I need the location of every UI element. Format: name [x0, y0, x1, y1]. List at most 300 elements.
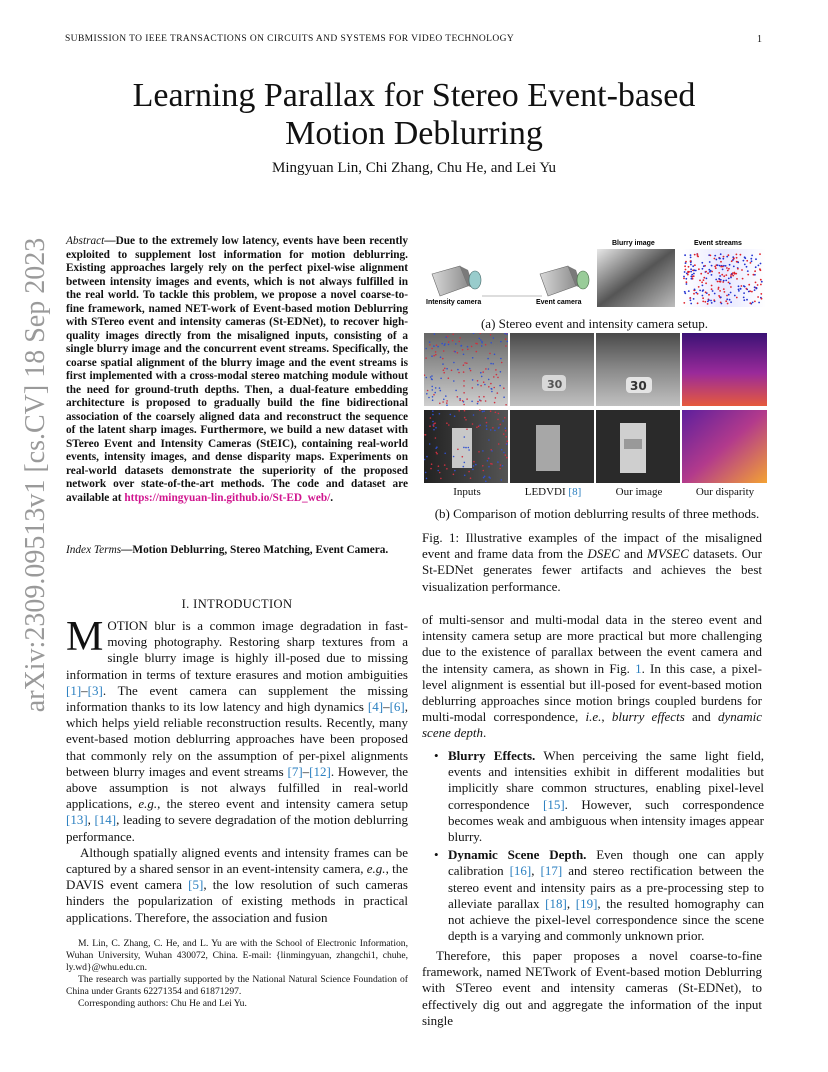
event-dot: [690, 257, 692, 259]
event-dot: [430, 468, 432, 470]
event-dot: [433, 394, 435, 396]
text: .: [483, 725, 487, 741]
event-dot: [465, 419, 467, 421]
event-dot: [732, 259, 734, 261]
figure-ref[interactable]: 1: [635, 660, 642, 676]
disparity-frame-2: [682, 410, 767, 483]
event-dot: [737, 268, 739, 270]
event-dot: [462, 400, 464, 402]
text: dynamic scene depth: [422, 709, 762, 741]
event-dot: [694, 289, 696, 291]
event-dot: [472, 423, 474, 425]
event-dot: [446, 400, 448, 402]
event-dot: [446, 402, 448, 404]
event-dot: [463, 404, 465, 406]
index-terms: [66, 544, 408, 558]
event-dot: [728, 278, 730, 280]
event-dot: [465, 447, 467, 449]
event-dot: [711, 285, 713, 287]
event-dot: [756, 288, 758, 290]
label-intensity-camera: Intensity camera: [426, 299, 482, 306]
event-dot: [446, 368, 448, 370]
citation[interactable]: [8]: [568, 486, 582, 498]
event-dot: [494, 430, 496, 432]
event-dot: [694, 264, 696, 266]
event-dot: [498, 443, 500, 445]
code-link[interactable]: https://mingyuan-lin.github.io/St-ED_web/: [124, 491, 331, 504]
event-dot: [752, 302, 754, 304]
citation[interactable]: [4]: [367, 699, 384, 715]
event-dot: [448, 341, 450, 343]
event-dot: [719, 265, 721, 267]
event-dot: [685, 269, 687, 271]
event-dot: [429, 443, 431, 445]
text: blurry effects: [611, 709, 685, 725]
event-dot: [455, 390, 457, 392]
event-dot: [697, 302, 699, 304]
event-dot: [477, 403, 479, 405]
event-dot: [500, 464, 502, 466]
event-dot: [505, 454, 507, 456]
event-dot: [717, 281, 719, 283]
event-dot: [703, 277, 705, 279]
event-dot: [726, 267, 728, 269]
event-dot: [497, 419, 499, 421]
event-dot: [694, 254, 696, 256]
event-dot: [444, 453, 446, 455]
event-dot: [452, 334, 454, 336]
event-dot: [729, 283, 731, 285]
event-dot: [690, 303, 692, 305]
event-dot: [432, 410, 434, 412]
event-dot: [725, 265, 727, 267]
event-dot: [726, 298, 728, 300]
event-dot: [702, 285, 704, 287]
event-dot: [748, 291, 750, 293]
citation[interactable]: [14]: [94, 812, 117, 828]
event-dot: [743, 297, 745, 299]
citation[interactable]: [17]: [540, 863, 563, 879]
text: ,: [87, 812, 95, 828]
label-our-image: Our image: [615, 486, 663, 498]
label-inputs: Inputs: [453, 486, 481, 498]
event-dot: [479, 424, 481, 426]
citation[interactable]: [15]: [543, 796, 565, 812]
event-dot: [488, 466, 490, 468]
event-dot: [684, 265, 686, 267]
event-dot: [723, 280, 725, 282]
event-dot: [714, 293, 716, 295]
event-dot: [693, 298, 695, 300]
text: –: [81, 682, 88, 698]
event-dot: [455, 343, 457, 345]
event-dot: [439, 472, 441, 474]
event-dot: [505, 404, 507, 406]
text: –: [383, 699, 390, 715]
event-dot: [750, 262, 752, 264]
event-dot: [761, 281, 763, 283]
event-dot: [702, 297, 704, 299]
index-terms-label: Index Terms: [66, 544, 122, 556]
event-dot: [495, 412, 497, 414]
event-dot: [688, 290, 690, 292]
intro-paragraph-2: [66, 845, 408, 926]
ledvdi-frame-1: [510, 333, 594, 406]
event-dot: [481, 341, 483, 343]
event-dot: [480, 400, 482, 402]
event-dot: [466, 428, 468, 430]
event-dot: [488, 386, 490, 388]
event-dot: [433, 345, 435, 347]
event-dot: [444, 368, 446, 370]
event-dot: [490, 342, 492, 344]
citation[interactable]: [3]: [87, 682, 103, 698]
event-dot: [754, 270, 756, 272]
event-dot: [732, 256, 734, 258]
event-dot: [701, 281, 703, 283]
event-dot: [725, 300, 727, 302]
event-dot: [711, 288, 713, 290]
event-dot: [492, 363, 494, 365]
event-dot: [499, 385, 501, 387]
intro-paragraph-3: Therefore, this paper proposes a novel coarse-to-fine framework, named NETwork of Event-based motion Deblurring with STereo event and intensity cameras (St-EDNet), to effectively dig out and aggregate the information of the input single: [422, 948, 762, 1028]
label-ledvdi-text: LEDVDI: [524, 486, 569, 498]
event-dot: [457, 369, 459, 371]
event-dot: [426, 456, 428, 458]
event-dot: [435, 351, 437, 353]
event-dot: [471, 401, 473, 403]
disparity-frame-1: [682, 333, 767, 406]
event-dot: [500, 424, 502, 426]
label-ledvdi: [510, 486, 596, 498]
event-dot: [444, 343, 446, 345]
event-dot: [473, 414, 475, 416]
event-dot: [761, 298, 763, 300]
event-dot: [454, 470, 456, 472]
abstract-end: .: [330, 491, 334, 504]
event-dot: [503, 452, 505, 454]
citation[interactable]: [5]: [188, 877, 204, 893]
event-dot: [485, 417, 487, 419]
event-dot: [730, 286, 732, 288]
event-dot: [714, 266, 716, 268]
event-dot: [717, 264, 719, 266]
event-dot: [487, 358, 489, 360]
sign-sharp: 30: [630, 379, 647, 393]
event-dot: [453, 380, 455, 382]
event-dot: [443, 350, 445, 352]
event-dot: [446, 404, 448, 406]
event-dot: [697, 255, 699, 257]
event-dot: [426, 377, 428, 379]
event-dot: [482, 465, 484, 467]
event-dot: [501, 449, 503, 451]
citation[interactable]: [13]: [66, 812, 88, 828]
event-dot: [738, 289, 740, 291]
event-dot: [448, 424, 450, 426]
event-dot: [463, 466, 465, 468]
event-dot: [458, 372, 460, 374]
text: , the resulted homography can not achieve the pixel-level correspondence since the scene depth is a varying and commonly unknown prior.: [448, 895, 764, 944]
event-dot: [699, 290, 701, 292]
our-image-frame-2: [596, 410, 680, 483]
event-dot: [723, 288, 725, 290]
citation[interactable]: [19]: [575, 895, 598, 911]
event-dot: [757, 296, 759, 298]
event-dot: [685, 262, 687, 264]
event-dot: [480, 372, 482, 374]
event-dot: [705, 291, 707, 293]
event-dot: [437, 346, 439, 348]
event-dot: [447, 336, 449, 338]
event-dot: [736, 278, 738, 280]
event-dot: [442, 363, 444, 365]
event-dot: [686, 273, 688, 275]
event-dot: [432, 414, 434, 416]
event-dot: [486, 422, 488, 424]
citation[interactable]: [6]: [389, 699, 405, 715]
input-frame-2: [424, 409, 508, 483]
event-dot: [699, 280, 701, 282]
event-dot: [690, 264, 692, 266]
abstract-text: —Due to the extremely low latency, events have been recently exploited to supplement lost information for motion deblurring. Existing approaches largely rely on the perfect pixel-wise alignment between intensity images and events, which is not always fulfilled in the real world. To tackle this problem, we propose a novel coarse-to-fine framework, named NET-work of Event-based motion Deblurring with STereo event and intensity cameras (St-EDNet), to recover high-quality images directly from the misaligned inputs, consisting of a single blurry image and the concurrent event streams. Specifically, the coarse spatial alignment of the blurry image and the event streams is first implemented with a cross-modal stereo matching module without the need for ground-truth depths. Then, a dual-feature embedding architecture is proposed to gradually build the fine bidirectional association of the coarsely aligned data and reconstruct the sequence of the latent sharp images. Furthermore, we build a new dataset with STereo Event and Intensity Cameras (StEIC), containing real-world events, intensity images, and dense disparity maps. Experiments on real-world datasets demonstrate the superiority of the proposed network over state-of-the-art methods. The code and dataset are available at: [66, 235, 408, 504]
event-dot: [506, 443, 508, 445]
event-dot: [692, 265, 694, 267]
event-dot: [488, 458, 490, 460]
event-dot: [693, 273, 695, 275]
event-dot: [719, 281, 721, 283]
event-dot: [683, 302, 685, 304]
text: and: [619, 546, 648, 562]
event-dot: [753, 274, 755, 276]
event-dot: [463, 371, 465, 373]
label-event-streams: Event streams: [694, 240, 742, 247]
event-dot: [754, 301, 756, 303]
event-dot: [485, 344, 487, 346]
event-dot: [435, 437, 437, 439]
event-dot: [475, 343, 477, 345]
event-dot: [448, 344, 450, 346]
event-dot: [435, 354, 437, 356]
text: . The event camera can supplement the missing information thanks to its low latency and high dynamics: [66, 682, 408, 715]
bullet-title: Dynamic Scene Depth.: [448, 847, 587, 863]
event-dot: [497, 377, 499, 379]
event-dot: [746, 266, 748, 268]
event-dot: [725, 280, 727, 282]
event-dot: [484, 384, 486, 386]
event-dot: [760, 284, 762, 286]
event-dot: [463, 385, 465, 387]
event-dot: [720, 261, 722, 263]
event-dot: [711, 274, 713, 276]
label-event-camera: Event camera: [536, 299, 582, 306]
event-dot: [464, 436, 466, 438]
citation[interactable]: [12]: [309, 763, 331, 779]
event-dot: [481, 345, 483, 347]
event-dot: [503, 396, 505, 398]
event-dot: [471, 346, 473, 348]
event-dot: [442, 401, 444, 403]
event-dot: [726, 256, 728, 258]
event-dot: [746, 260, 748, 262]
event-dot: [719, 290, 721, 292]
text: When perceiving the same light field, events and intensities exhibit in different modalities but implicitly share common structures, enabling pixel-level correspondence: [448, 748, 764, 812]
event-dot: [686, 281, 688, 283]
text: , which helps yield reliable reconstruction results. Recently, many event-based motion deblurring approaches have been proposed that commonly rely on the assumption of per-pixel alignments between blurry images and event streams: [66, 699, 408, 779]
event-dot: [483, 477, 485, 479]
event-dot: [747, 274, 749, 276]
event-dot: [734, 273, 736, 275]
event-dot: [488, 379, 490, 381]
event-dot: [479, 338, 481, 340]
event-dot: [754, 289, 756, 291]
event-dot: [743, 292, 745, 294]
event-dot: [502, 465, 504, 467]
citation[interactable]: [7]: [287, 763, 303, 779]
event-dot: [707, 303, 709, 305]
event-dot: [486, 428, 488, 430]
title-line-1: Learning Parallax for Stereo Event-based: [132, 77, 696, 114]
event-dot: [703, 265, 705, 267]
event-dot: [755, 282, 757, 284]
event-dot: [430, 417, 432, 419]
event-dot: [733, 266, 735, 268]
event-dot: [700, 273, 702, 275]
event-dot: [729, 264, 731, 266]
event-dot: [697, 293, 699, 295]
event-dot: [478, 426, 480, 428]
our-image-frame-1: [596, 333, 680, 406]
event-dot: [463, 380, 465, 382]
event-dot: [485, 400, 487, 402]
event-dot: [721, 303, 723, 305]
event-dot: [440, 478, 442, 480]
event-dot: [738, 285, 740, 287]
event-dot: [759, 253, 761, 255]
event-dot: [714, 258, 716, 260]
event-dot: [435, 387, 437, 389]
event-dot: [429, 341, 431, 343]
event-dot: [493, 387, 495, 389]
event-dot: [723, 275, 725, 277]
event-dot: [463, 364, 465, 366]
event-dot: [691, 274, 693, 276]
event-dot: [490, 363, 492, 365]
event-dot: [706, 278, 708, 280]
event-dot: [478, 451, 480, 453]
event-dot: [755, 258, 757, 260]
event-dot: [473, 461, 475, 463]
event-dot: [689, 297, 691, 299]
event-dot: [722, 258, 724, 260]
event-dot: [468, 447, 470, 449]
event-dot: [477, 384, 479, 386]
event-dot: [431, 386, 433, 388]
event-dot: [432, 421, 434, 423]
citation[interactable]: [16]: [509, 863, 532, 879]
event-dot: [482, 411, 484, 413]
event-dot: [492, 427, 494, 429]
event-dot: [760, 293, 762, 295]
intro-right-column: [422, 612, 762, 742]
citation[interactable]: [18]: [545, 895, 567, 911]
event-dot: [428, 397, 430, 399]
event-dot: [690, 254, 692, 256]
event-dot: [684, 292, 686, 294]
text: ,: [531, 863, 541, 879]
event-dot: [444, 464, 446, 466]
caption-b: (b) Comparison of motion deblurring results of three methods.: [434, 506, 760, 521]
bullet-dynamic-depth: [430, 847, 764, 944]
event-dot: [467, 349, 469, 351]
event-dot: [727, 270, 729, 272]
event-dot: [751, 260, 753, 262]
event-dot: [464, 410, 466, 412]
event-dot: [468, 471, 470, 473]
event-dot: [476, 351, 478, 353]
event-dot: [728, 254, 730, 256]
page-number: 1: [757, 34, 762, 45]
event-dot: [490, 410, 492, 412]
event-dot: [466, 362, 468, 364]
event-dot: [737, 262, 739, 264]
event-dot: [712, 290, 714, 292]
event-dot: [759, 268, 761, 270]
event-dot: [754, 286, 756, 288]
event-dot: [493, 337, 495, 339]
event-dot: [475, 464, 477, 466]
event-dot: [446, 468, 448, 470]
event-dot: [439, 403, 441, 405]
event-dot: [493, 376, 495, 378]
running-header: SUBMISSION TO IEEE TRANSACTIONS ON CIRCUITS AND SYSTEMS FOR VIDEO TECHNOLOGY: [65, 34, 515, 44]
event-dot: [472, 469, 474, 471]
citation[interactable]: [1]: [66, 682, 82, 698]
arxiv-stamp[interactable]: arXiv:2309.09513v1 [cs.CV] 18 Sep 2023: [20, 237, 51, 713]
event-dot: [688, 266, 690, 268]
event-dot: [718, 287, 720, 289]
text: DSEC: [587, 546, 620, 562]
event-dot: [719, 275, 721, 277]
event-dot: [459, 337, 461, 339]
event-dot: [736, 257, 738, 259]
text: e.g.: [366, 861, 386, 877]
bullet-list: [430, 748, 764, 946]
event-dot: [728, 268, 730, 270]
event-dot: [697, 253, 699, 255]
abstract-label: Abstract: [66, 235, 105, 247]
text: Fig. 1: Illustrative examples of the impact of the misaligned event and frame data from the: [422, 530, 762, 562]
event-dot: [702, 268, 704, 270]
event-dot: [467, 346, 469, 348]
label-blurry-image: Blurry image: [612, 240, 655, 247]
event-dot: [687, 271, 689, 273]
comparison-grid: [424, 333, 767, 483]
caption-a: (a) Stereo event and intensity camera setup.: [480, 316, 709, 331]
event-dot: [751, 255, 753, 257]
event-dot: [458, 410, 460, 412]
event-dot: [469, 368, 471, 370]
event-dot: [720, 266, 722, 268]
event-dot: [715, 279, 717, 281]
event-dot: [453, 474, 455, 476]
event-streams-thumb: [682, 249, 766, 307]
event-dot: [705, 282, 707, 284]
text: ,: [601, 709, 612, 725]
event-dot: [743, 299, 745, 301]
event-dot: [744, 257, 746, 259]
event-dot: [506, 457, 508, 459]
